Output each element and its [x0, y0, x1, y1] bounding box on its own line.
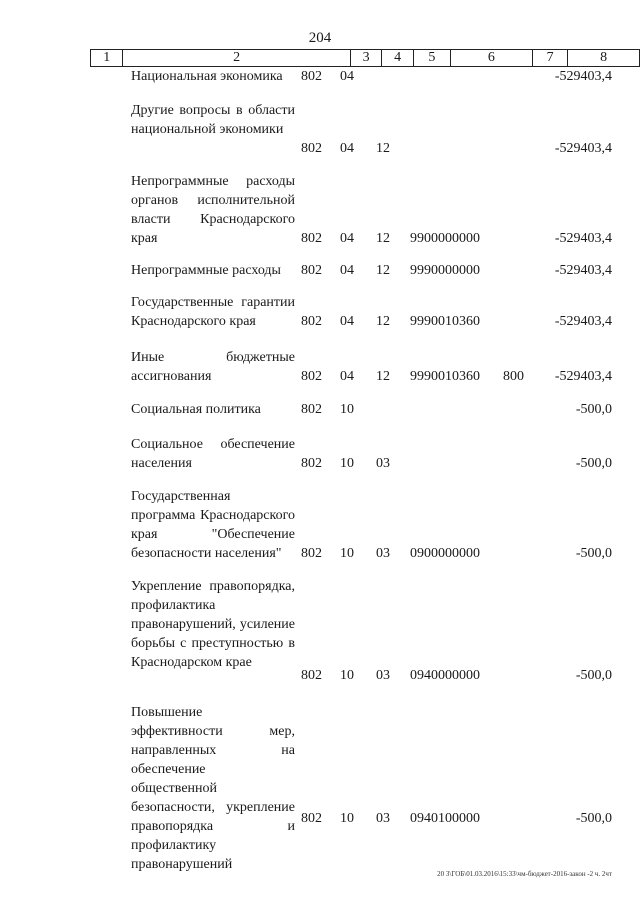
row-c5: 12: [376, 314, 390, 329]
row-c6: 9990010360: [410, 369, 480, 384]
row-name: Иные бюджетные ассигнования: [131, 350, 295, 384]
table-row: [0, 703, 640, 872]
column-header-5: 5: [413, 50, 450, 67]
row-c5: 03: [376, 668, 390, 683]
row-c4: 04: [340, 69, 354, 84]
footer-file-stamp: 20 3\ГОБ\01.03.2016\15:33\чм-бюджет-2016-закон -2 ч. 2чт: [437, 870, 612, 878]
row-c5: 12: [376, 369, 390, 384]
row-c5: 12: [376, 263, 390, 278]
row-amount: -500,0: [575, 668, 612, 683]
table-row: [0, 487, 640, 563]
row-name: Социальное обеспечение населения: [131, 437, 295, 471]
row-amount: -529403,4: [554, 69, 612, 84]
row-amount: -529403,4: [554, 231, 612, 246]
row-name: Укрепление правопорядка, профилактика правонарушений, усиление борьбы с преступностью в Краснодарском крае: [131, 579, 295, 670]
row-amount: -500,0: [575, 402, 612, 417]
row-amount: -529403,4: [554, 141, 612, 156]
table-row: [0, 348, 640, 386]
row-c6: 0940100000: [410, 811, 480, 826]
column-header-7: 7: [533, 50, 568, 67]
row-c6: 9990010360: [410, 314, 480, 329]
row-c5: 03: [376, 546, 390, 561]
row-amount: -500,0: [575, 546, 612, 561]
column-header-6: 6: [450, 50, 532, 67]
row-c3: 802: [301, 402, 322, 417]
row-name: Непрограммные расходы органов исполнительной власти Краснодарского края: [131, 174, 295, 246]
row-c6: 9990000000: [410, 263, 480, 278]
table-row: [0, 261, 640, 280]
row-c4: 10: [340, 811, 354, 826]
row-name: Государственная программа Краснодарского края "Обеспечение безопасности населения": [131, 489, 295, 561]
row-c4: 10: [340, 546, 354, 561]
row-c4: 10: [340, 456, 354, 471]
row-amount: -529403,4: [554, 314, 612, 329]
row-amount: -529403,4: [554, 263, 612, 278]
row-c5: 03: [376, 456, 390, 471]
row-c5: 12: [376, 141, 390, 156]
row-c3: 802: [301, 69, 322, 84]
row-name: Непрограммные расходы: [131, 263, 281, 278]
row-c6: 9900000000: [410, 231, 480, 246]
table-row: [0, 101, 640, 158]
column-header-8: 8: [568, 50, 640, 67]
table-row: [0, 67, 640, 86]
table-row: [0, 293, 640, 331]
table-row: [0, 172, 640, 248]
row-amount: -529403,4: [554, 369, 612, 384]
row-c3: 802: [301, 231, 322, 246]
table-row: [0, 435, 640, 473]
row-c3: 802: [301, 314, 322, 329]
row-c4: 10: [340, 668, 354, 683]
page-number: 204: [308, 30, 332, 46]
row-c7: 800: [503, 369, 524, 384]
table-row: [0, 577, 640, 685]
row-c5: 12: [376, 231, 390, 246]
row-amount: -500,0: [575, 811, 612, 826]
column-header-2: 2: [123, 50, 350, 67]
row-c6: 0900000000: [410, 546, 480, 561]
row-c3: 802: [301, 668, 322, 683]
row-c4: 04: [340, 314, 354, 329]
row-c3: 802: [301, 141, 322, 156]
row-name: Повышение эффективности мер, направленных на обеспечение общественной безопасности, укрепление правопорядка и профилактику правонарушений: [131, 705, 295, 872]
row-c4: 04: [340, 369, 354, 384]
row-c3: 802: [301, 811, 322, 826]
row-amount: -500,0: [575, 456, 612, 471]
row-c3: 802: [301, 546, 322, 561]
row-c3: 802: [301, 263, 322, 278]
row-c6: 0940000000: [410, 668, 480, 683]
table-row: [0, 400, 640, 419]
row-c4: 04: [340, 231, 354, 246]
column-header-4: 4: [382, 50, 414, 67]
column-header-3: 3: [350, 50, 382, 67]
row-name: Другие вопросы в области национальной экономики: [131, 103, 295, 137]
row-c4: 04: [340, 263, 354, 278]
row-name: Социальная политика: [131, 402, 261, 417]
row-c5: 03: [376, 811, 390, 826]
column-header-1: 1: [91, 50, 123, 67]
row-c3: 802: [301, 369, 322, 384]
row-c3: 802: [301, 456, 322, 471]
row-c4: 10: [340, 402, 354, 417]
row-name: Государственные гарантии Краснодарского края: [131, 295, 295, 329]
row-c4: 04: [340, 141, 354, 156]
row-name: Национальная экономика: [131, 69, 283, 84]
